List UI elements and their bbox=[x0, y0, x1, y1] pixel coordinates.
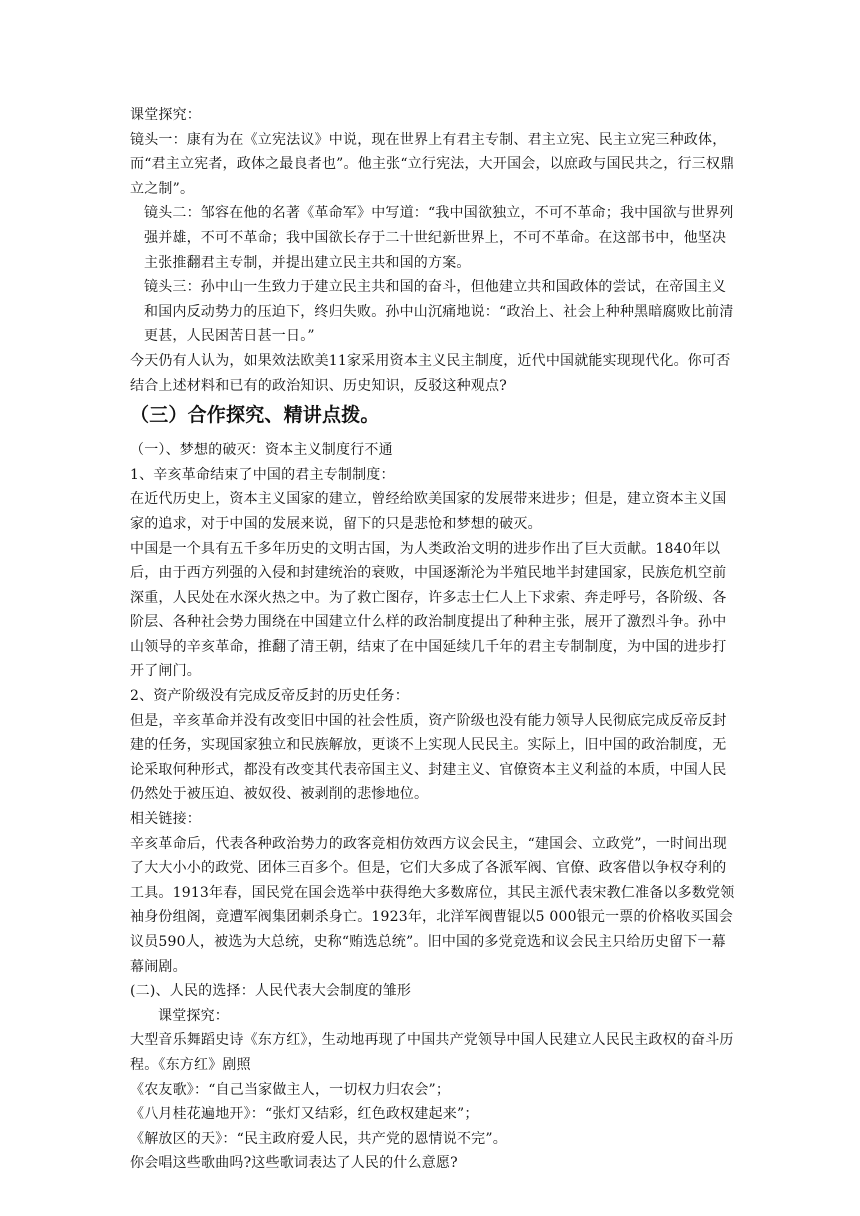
section-heading: （三）合作探究、精讲点拨。 bbox=[130, 404, 380, 427]
paragraph-body: 辛亥革命后，代表各种政治势力的政客竞相仿效西方议会民主，“建国会、立政党”，一时间出现了大大小小的政党、团体三百多个。但是，它们大多成了各派军阀、官僚、政客借以争权夺利的工具。1913年春，国民党在国会选举中获得绝大多数席位，其民主派代表宋教仁准备以多数党领袖身份组阁，竟遭军阀集团刺杀身亡。1923年，北洋军阀曹锟以5 000银元一票的价格收买国会议员590人，被选为大总统，史称“贿选总统”。旧中国的多党竞选和议会民主只给历史留下一幕幕闹剧。 bbox=[130, 835, 735, 975]
song-quote: 《八月桂花遍地开》：“张灯又结彩，红色政权建起来”； bbox=[130, 1106, 479, 1123]
song-quote: 《解放区的天》：“民主政府爱人民，共产党的恩情说不完”。 bbox=[130, 1130, 507, 1147]
paragraph-scene-two: 镜头二：邹容在他的名著《革命军》中写道：“我中国欲独立，不可不革命；我中国欲与世界列强并雄，不可不革命；我中国欲长存于二十世纪新世界上，不可不革命。在这部书中，他坚决主张推翻君主专制，并提出建立民主共和国的方案。 bbox=[144, 205, 734, 271]
paragraph-classroom-inquiry-2: 课堂探究： bbox=[158, 1007, 229, 1024]
subsection-two-heading: (二)、人民的选择：人民代表大会制度的雏形 bbox=[130, 983, 412, 1000]
paragraph-scene-three: 镜头三：孙中山一生致力于建立民主共和国的奋斗，但他建立共和国政体的尝试，在帝国主义和国内反动势力的压迫下，终归失败。孙中山沉痛地说：“政治上、社会上种种黑暗腐败比前清更甚，人民困苦日甚一日。” bbox=[144, 279, 734, 345]
paragraph-body: 中国是一个具有五千多年历史的文明古国，为人类政治文明的进步作出了巨大贡献。1840年以后，由于西方列强的入侵和封建统治的衰败，中国逐渐沦为半殖民地半封建国家，民族危机空前深重，人民处在水深火热之中。为了救亡图存，许多志士仁人上下求索、奔走呼号，各阶级、各阶层、各种社会势力围绕在中国建立什么样的政治制度提出了种种主张，展开了激烈斗争。孙中山领导的辛亥革命，推翻了清王朝，结束了在中国延续几千年的君主专制制度，为中国的进步打开了闸门。 bbox=[130, 540, 727, 680]
point-two-heading: 2、资产阶级没有完成反帝反封的历史任务： bbox=[130, 688, 409, 705]
related-link-label: 相关链接： bbox=[130, 811, 201, 828]
paragraph-body: 但是，辛亥革命并没有改变旧中国的社会性质，资产阶级也没有能力领导人民彻底完成反帝反封建的任务，实现国家独立和民族解放，更谈不上实现人民民主。实际上，旧中国的政治制度，无论采取何种形式，都没有改变其代表帝国主义、封建主义、官僚资本主义利益的本质，中国人民仍然处于被压迫、被奴役、被剥削的悲惨地位。 bbox=[130, 712, 727, 803]
paragraph-scene-one: 镜头一：康有为在《立宪法议》中说，现在世界上有君主专制、君主立宪、民主立宪三种政体，而“君主立宪者，政体之最良者也”。他主张“立行宪法，大开国会，以庶政与国民共之，行三权鼎立之制”。 bbox=[130, 131, 735, 197]
paragraph-question-2: 你会唱这些歌曲吗?这些歌词表达了人民的什么意愿? bbox=[130, 1155, 458, 1172]
subsection-one-heading: （一）、梦想的破灭：资本主义制度行不通 bbox=[130, 442, 393, 459]
paragraph-body: 大型音乐舞蹈史诗《东方红》，生动地再现了中国共产党领导中国人民建立人民民主政权的奋斗历程。《东方红》剧照 bbox=[130, 1032, 734, 1073]
paragraph-body: 在近代历史上，资本主义国家的建立，曾经给欧美国家的发展带来进步；但是，建立资本主义国家的追求，对于中国的发展来说，留下的只是悲怆和梦想的破灭。 bbox=[130, 491, 727, 532]
paragraph-classroom-inquiry: 课堂探究： bbox=[130, 107, 201, 123]
song-quote: 《农友歌》：“自己当家做主人，一切权力归农会”； bbox=[130, 1081, 451, 1098]
point-one-heading: 1、辛亥革命结束了中国的君主专制制度： bbox=[130, 466, 395, 483]
paragraph-question: 今天仍有人认为，如果效法欧美11家采用资本主义民主制度，近代中国就能实现现代化。你可否结合上述材料和已有的政治知识、历史知识，反驳这种观点? bbox=[130, 352, 731, 394]
